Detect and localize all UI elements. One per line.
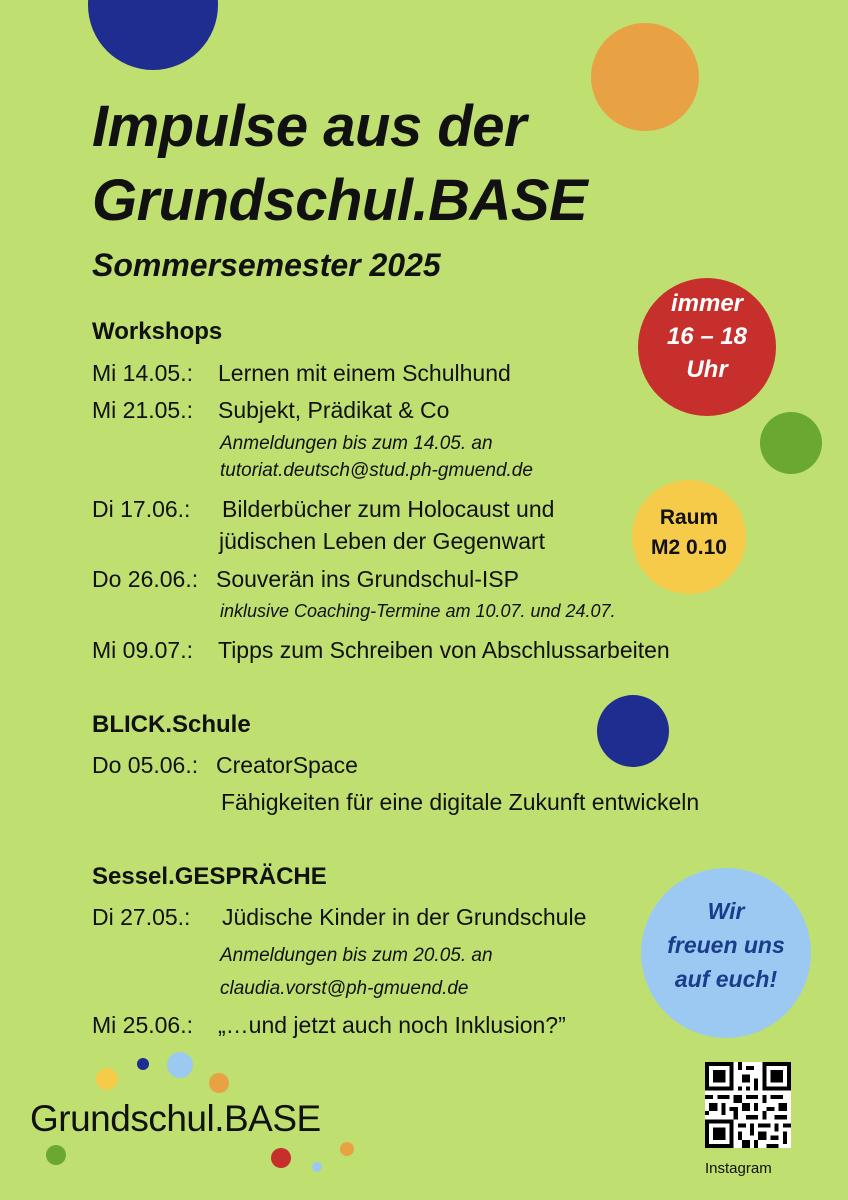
event-title: „…und jetzt auch noch Inklusion?” xyxy=(218,1012,566,1038)
event-title: Lernen mit einem Schulhund xyxy=(218,360,511,386)
welcome-badge-text: Wir freuen uns auf euch! xyxy=(667,898,785,992)
event-date: Mi 21.05.: xyxy=(92,397,193,423)
event-title: Fähigkeiten für eine digitale Zukunft entwickeln xyxy=(221,789,700,815)
logo-dot xyxy=(340,1142,354,1156)
event-note: inklusive Coaching-Termine am 10.07. und 24.07. xyxy=(220,601,616,621)
title-line-1: Impulse aus der xyxy=(92,94,527,159)
event-note: Anmeldungen bis zum 20.05. an xyxy=(220,945,493,966)
event-title: Tipps zum Schreiben von Abschlussarbeiten xyxy=(218,637,670,663)
qr-code-icon xyxy=(705,1062,791,1148)
logo-dot xyxy=(96,1068,118,1090)
event-date: Mi 14.05.: xyxy=(92,360,193,386)
navy-circle-middle xyxy=(597,695,669,767)
qr-label: Instagram xyxy=(705,1160,772,1177)
orange-circle xyxy=(591,23,699,131)
event-note: Anmeldungen bis zum 14.05. an xyxy=(220,433,493,454)
event-title: CreatorSpace xyxy=(216,752,358,778)
green-circle xyxy=(760,412,822,474)
navy-circle-top xyxy=(88,0,218,70)
event-date: Di 27.05.: xyxy=(92,904,191,930)
logo-dot xyxy=(271,1148,291,1168)
logo-dot xyxy=(209,1073,229,1093)
logo-dot xyxy=(167,1052,193,1078)
title-line-2: Grundschul.BASE xyxy=(92,168,588,233)
logo-dot xyxy=(137,1058,149,1070)
event-title: Subjekt, Prädikat & Co xyxy=(218,397,450,423)
event-note: tutoriat.deutsch@stud.ph-gmuend.de xyxy=(220,460,533,481)
event-title: Jüdische Kinder in der Grundschule xyxy=(222,904,587,930)
event-title: jüdischen Leben der Gegenwart xyxy=(219,528,546,554)
logo-dot xyxy=(312,1162,322,1172)
event-date: Do 05.06.: xyxy=(92,752,199,778)
event-title: Souverän ins Grundschul-ISP xyxy=(216,566,519,592)
event-date: Mi 09.07.: xyxy=(92,637,193,663)
time-badge-text: immer 16 – 18 Uhr xyxy=(666,290,748,383)
logo-text: Grundschul.BASE xyxy=(30,1098,321,1139)
event-title: Bilderbücher zum Holocaust und xyxy=(222,496,555,522)
logo-dot xyxy=(46,1145,66,1165)
blick-heading: BLICK.Schule xyxy=(92,711,251,738)
event-date: Mi 25.06.: xyxy=(92,1012,193,1038)
subtitle: Sommersemester 2025 xyxy=(92,247,441,283)
qr-code[interactable] xyxy=(705,1062,791,1148)
event-date: Di 17.06.: xyxy=(92,496,191,522)
sessel-heading: Sessel.GESPRÄCHE xyxy=(92,863,327,890)
event-date: Do 26.06.: xyxy=(92,566,199,592)
event-note: claudia.vorst@ph-gmuend.de xyxy=(220,978,469,999)
room-badge-text: Raum M2 0.10 xyxy=(651,506,727,559)
workshops-heading: Workshops xyxy=(92,318,223,345)
